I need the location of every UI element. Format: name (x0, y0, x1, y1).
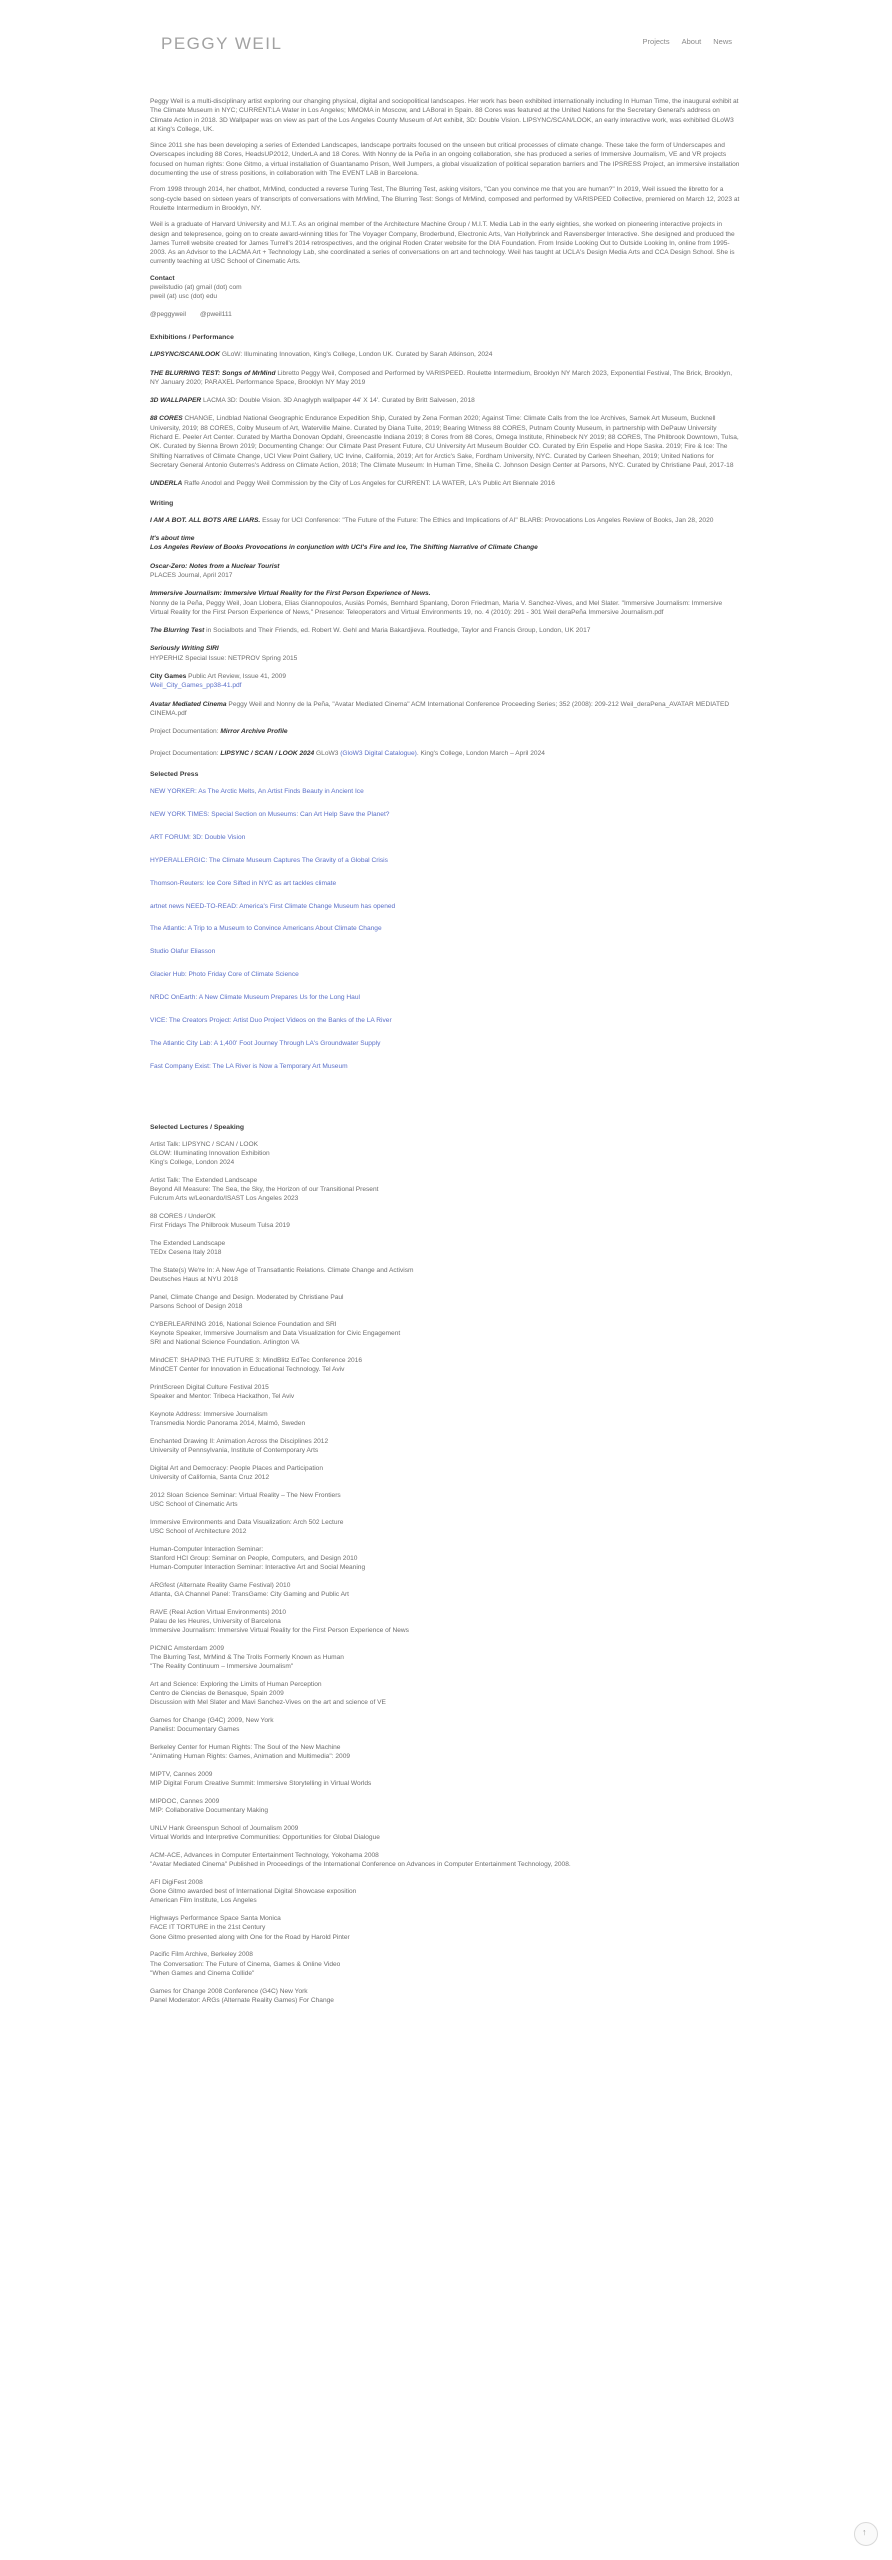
lecture-line: Keynote Speaker, Immersive Journalism and Data Visualization for Civic Engagement (150, 1330, 401, 1338)
lecture-line: Highways Performance Space Santa Monica (150, 1915, 281, 1923)
writing-title[interactable]: Avatar Mediated Cinema (150, 700, 227, 708)
lecture-line: TEDx Cesena Italy 2018 (150, 1249, 222, 1257)
social-link[interactable]: @peggyweil (150, 310, 187, 318)
lecture-line: Immersive Journalism: Immersive Virtual Reality for the First Person Experience of News (150, 1627, 409, 1635)
lecture-line: USC School of Cinematic Arts (150, 1501, 238, 1509)
lecture-line: Transmedia Nordic Panorama 2014, Malmö, Sweden (150, 1420, 306, 1428)
project-doc-details: GLoW3 (314, 749, 341, 757)
lecture-line: SRI and National Science Foundation. Arlington VA (150, 1339, 300, 1347)
lecture-line: "Animating Human Rights: Games, Animation and Multimedia": 2009 (150, 1753, 351, 1761)
lecture-line: Artist Talk: The Extended Landscape (150, 1177, 258, 1185)
lecture-line: AFI DigiFest 2008 (150, 1879, 203, 1887)
lecture-line: Atlanta, GA Channel Panel: TransGame: City Gaming and Public Art (150, 1591, 350, 1599)
lecture-line: First Fridays The Philbrook Museum Tulsa 2019 (150, 1222, 290, 1230)
writing-title[interactable]: Immersive Journalism: Immersive Virtual Reality for the First Person Experience of News. (150, 590, 431, 598)
project-doc-title[interactable]: Mirror Archive Profile (220, 728, 288, 736)
project-doc-label: Project Documentation: (150, 749, 221, 757)
lecture-entry (150, 1581, 740, 1599)
lecture-line: ARGfest (Alternate Reality Game Festival) 2010 (150, 1582, 291, 1590)
writing-details: Public Art Review, Issue 41, 2009 (186, 673, 286, 681)
social-link[interactable]: @pweil111 (200, 310, 232, 318)
section-heading-exhibitions: Exhibitions / Performance (150, 333, 234, 341)
exhibition-details: LACMA 3D: Double Vision. 3D Anaglyph wallpaper 44' X 14'. Curated by Britt Salvesen, 2018 (201, 397, 475, 405)
writing-entry (150, 644, 740, 663)
exhibition-title: THE BLURRING TEST: Songs of MrMind (150, 369, 276, 377)
lecture-line: Beyond All Measure: The Sea, the Sky, the Horizon of our Transitional Present (150, 1186, 379, 1194)
lecture-entry (150, 1383, 740, 1401)
lecture-line: Deutsches Haus at NYU 2018 (150, 1276, 238, 1284)
lecture-line: Panelist: Documentary Games (150, 1726, 240, 1734)
writing-details: in Socialbots and Their Friends, ed. Robert W. Gehl and Maria Bakardjieva. Routledge, Taylor and Francis Group, London, UK 2017 (204, 627, 591, 635)
lecture-line: University of Pennsylvania, Institute of Contemporary Arts (150, 1447, 319, 1455)
lecture-line: MindCET: SHAPING THE FUTURE 3: MindBlitz EdTec Conference 2016 (150, 1357, 363, 1365)
press-link[interactable]: artnet news NEED-TO-READ: America's First Climate Change Museum has opened (150, 902, 396, 910)
lecture-line: MIPTV, Cannes 2009 (150, 1771, 213, 1779)
writing-title[interactable]: Seriously Writing SIRI (150, 645, 219, 653)
lecture-line: Human-Computer Interaction Seminar: (150, 1546, 264, 1554)
exhibition-title: UNDERLA (150, 480, 183, 488)
press-link[interactable]: Studio Olafur Eliasson (150, 948, 216, 956)
exhibition-details: Raffe Anodol and Peggy Weil Commission by the City of Los Angeles for CURRENT: LA WATER, LA's Public Art Biennale 2016 (182, 480, 555, 488)
lecture-line: Virtual Worlds and Interpretive Communities: Opportunities for Global Dialogue (150, 1834, 380, 1842)
lecture-line: "The Reality Continuum – Immersive Journalism" (150, 1663, 294, 1671)
project-doc-entry (150, 727, 740, 736)
contact-email: pweil (at) usc (dot) edu (150, 293, 218, 301)
lecture-line: American Film Institute, Los Angeles (150, 1897, 257, 1905)
lecture-line: PrintScreen Digital Culture Festival 2015 (150, 1384, 269, 1392)
lecture-line: FACE IT TORTURE in the 21st Century (150, 1924, 266, 1932)
writing-entry (150, 626, 740, 635)
exhibition-entry (150, 369, 740, 388)
lecture-line: Digital Art and Democracy: People Places and Participation (150, 1465, 323, 1473)
arrow-up-icon: ↑ (862, 2527, 867, 2537)
project-documentation (150, 727, 740, 758)
lecture-line: ACM-ACE, Advances in Computer Entertainment Technology, Yokohama 2008 (150, 1852, 379, 1860)
exhibition-entry (150, 479, 740, 488)
bio-paragraph: Weil is a graduate of Harvard University and M.I.T. As an original member of the Architecture Machine Group / M.I.T. Media Lab in the early eighties, she worked on pioneering interactive projects in design and telepresence, going on to create award-winning titles for The Voyager Company, Broderbund, Electronic Arts, Van Hollybrinck and Ravensberger Interactive. She designed and produced the James Turrell website created for James Turrell's 2014 retrospectives, and the original Roden Crater website for the DIA Foundation. From Inside Looking Out to Outside Looking In, online from 1995-2003. As an Advisor to the LACMA Art + Technology Lab, she coordinated a series of conversations on art and technology. Weil has taught at UCLA's Design Media Arts and CCA Design School. She is currently teaching at USC School of Cinematic Arts. (150, 221, 735, 266)
site-header (0, 0, 892, 80)
press-link[interactable]: VICE: The Creators Project: Artist Duo Project Videos on the Banks of the LA River (150, 1017, 392, 1025)
exhibition-title: LIPSYNC/SCAN/LOOK (150, 351, 220, 359)
lecture-line: The Blurring Test, MrMind & The Trolls Formerly Known as Human (150, 1654, 344, 1662)
section-heading-writing: Writing (150, 499, 174, 507)
lecture-line: Centro de Ciencias de Benasque, Spain 2009 (150, 1690, 284, 1698)
lecture-entry (150, 1770, 740, 1788)
press-link[interactable]: The Atlantic: A Trip to a Museum to Convince Americans About Climate Change (150, 925, 382, 933)
lecture-entry (150, 1320, 740, 1347)
lecture-entry (150, 1140, 740, 1167)
press-link[interactable]: Thomson-Reuters: Ice Core Sifted in NYC as art tackles climate (150, 879, 337, 887)
lecture-line: GLOW: Illuminating Innovation Exhibition (150, 1150, 270, 1158)
press-link[interactable]: Fast Company Exist: The LA River is Now a Temporary Art Museum (150, 1062, 348, 1070)
lecture-entry (150, 1987, 740, 2005)
lecture-line: Discussion with Mel Slater and Mavi Sanchez-Vives on the art and science of VE (150, 1699, 386, 1707)
lecture-entry (150, 1176, 740, 1203)
lecture-line: Artist Talk: LIPSYNC / SCAN / LOOK (150, 1141, 258, 1149)
press-link[interactable]: Glacier Hub: Photo Friday Core of Climate Science (150, 971, 299, 979)
press-link[interactable]: HYPERALLERGIC: The Climate Museum Captures The Gravity of a Global Crisis (150, 856, 388, 864)
writing-title[interactable]: It's about time (150, 535, 195, 543)
lecture-entry (150, 1437, 740, 1455)
project-doc-title[interactable]: LIPSYNC / SCAN / LOOK 2024 (220, 749, 315, 757)
writing-entry (150, 516, 740, 525)
lecture-line: The Extended Landscape (150, 1240, 226, 1248)
lecture-line: Panel Moderator: ARGs (Alternate Reality Games) For Change (150, 1996, 334, 2004)
lecture-entry (150, 1239, 740, 1257)
exhibitions-list (150, 350, 740, 488)
lecture-entry (150, 1464, 740, 1482)
exhibition-details: GLoW: Illuminating Innovation, King's College, London UK. Curated by Sarah Atkinson, 2024 (219, 351, 493, 359)
lecture-entry (150, 1824, 740, 1842)
lecture-list (150, 1140, 740, 2005)
lecture-entry (150, 1743, 740, 1761)
lecture-line: USC School of Architecture 2012 (150, 1528, 247, 1536)
scroll-top-button[interactable] (854, 2522, 878, 2546)
contact-label: Contact (150, 274, 175, 282)
lecture-line: Human-Computer Interaction Seminar: Interactive Art and Social Meaning (150, 1564, 366, 1572)
lecture-line: Art and Science: Exploring the Limits of Human Perception (150, 1681, 322, 1689)
lecture-entry (150, 1410, 740, 1428)
lecture-entry (150, 1950, 740, 1977)
lecture-entry (150, 1914, 740, 1941)
section-heading-lectures: Selected Lectures / Speaking (150, 1123, 245, 1131)
lecture-line: Gone Gitmo awarded best of International Digital Showcase exposition (150, 1888, 357, 1896)
writing-entry (150, 534, 740, 553)
lecture-line: Palau de les Heures, University of Barcelona (150, 1618, 281, 1626)
press-link[interactable]: NRDC OnEarth: A New Climate Museum Prepares Us for the Long Haul (150, 994, 360, 1002)
bio-paragraph: From 1998 through 2014, her chatbot, MrMind, conducted a reverse Turing Test, The Blurring Test, asking visitors, "Can you convince me that you are human?" In 2019, Weil issued the libretto for a song-cycle based on sixteen years of transcripts of conversations with MrMind, The Blurring Test: Songs of MrMind, composed and performed by VARISPEED Collective, premiered on March 12, 2023 at Roulette Intermedium in Brooklyn, NY. (150, 186, 740, 212)
lecture-line: Speaker and Mentor: Tribeca Hackathon, Tel Aviv (150, 1393, 295, 1401)
lecture-line: King's College, London 2024 (150, 1159, 235, 1167)
press-link[interactable]: The Atlantic City Lab: A 1,400' Foot Journey Through LA's Groundwater Supply (150, 1039, 381, 1047)
project-doc-entry (150, 749, 740, 758)
exhibition-details: CHANGE, Lindblad National Geographic Endurance Expedition Ship, Curated by Zena Forman 2020; Against Time: Climate Calls from the Ice Archives, Samek Art Museum, Bucknell University, 2019; 88 CORES, Colby Museum of Art, Waterville Maine. Curated by Diana Tuite, 2019; Bearing Witness 88 CORES, Putnam County Museum, in partnership with DePauw University Richard E. Peeler Art Center. Curated by Martha Donovan Opdahl, Greencastle Indiana 2019; 8 Cores from 88 Cores, Omega Institute, Rhinebeck NY 2019; 88 CORES, The Philbrook Downtown, Tulsa, OK. Curated by Sienna Brown 2019; Documenting Change: Our Climate Past Present Future, CU University Art Museum Boulder CO. Curated by Erin Espelie and Hope Saska. 2019; Fire & Ice: The Shifting Narratives of Climate Change, UCI View Point Gallery, UC Irvine, California, 2019; Art for Arctic's Sake, Fordham University, NYC. Curated by Carleen Sheehan, 2019; United Nations for Secretary General Antonio Guterres's Address on Climate Action, 2018; The Climate Museum: In Human Time, Sheila C. Johnson Design Center at Parsons, NYC. Curated by Christiane Paul, 2017-18 (150, 415, 739, 469)
lecture-line: UNLV Hank Greenspun School of Journalism 2009 (150, 1825, 299, 1833)
nav-about[interactable]: About (681, 37, 702, 46)
writing-source: Los Angeles Review of Books Provocations in conjunction with UCI's Fire and Ice, The Shifting Narrative of Climate Change (150, 544, 538, 552)
lecture-line: PICNIC Amsterdam 2009 (150, 1645, 225, 1653)
lecture-line: 88 CORES / UnderOK (150, 1213, 216, 1221)
exhibition-entry (150, 350, 740, 359)
lecture-line: CYBERLEARNING 2016, National Science Foundation and SRI (150, 1321, 337, 1329)
contact-email: pweilstudio (at) gmail (dot) com (150, 284, 242, 292)
bio-paragraph: Peggy Weil is a multi-disciplinary artist exploring our changing physical, digital and sociopolitical landscapes. Her work has been exhibited internationally including In Human Time, the inaugural exhibit at The Climate Museum in NYC; CURRENT:LA Water in Los Angeles; MMOMA in Moscow, and LABoral in Spain. 88 Cores was featured at the United Nations for the Secretary General's address on Climate Action in 2018. 3D Wallpaper was on view as part of the Los Angeles County Museum of Art exhibit, 3D: Double Vision. LIPSYNC/SCAN/LOOK, an early interactive work, was exhibited GLoW3 at King's College, UK. (150, 98, 739, 133)
bio (150, 97, 740, 267)
lecture-line: "When Games and Cinema Collide" (150, 1969, 255, 1977)
lecture-line: Parsons School of Design 2018 (150, 1303, 243, 1311)
project-doc-label: Project Documentation: (150, 728, 221, 736)
catalogue-link[interactable]: (GloW3 Digital Catalogue) (340, 749, 417, 757)
writing-source: HYPERHIZ Special Issue: NETPROV Spring 2015 (150, 654, 298, 662)
lecture-line: RAVE (Real Action Virtual Environments) 2010 (150, 1609, 287, 1617)
press-link[interactable]: ART FORUM: 3D: Double Vision (150, 833, 246, 841)
nav-news[interactable]: News (713, 37, 732, 46)
lecture-line: MIP Digital Forum Creative Summit: Immersive Storytelling in Virtual Worlds (150, 1780, 372, 1788)
lecture-line: Enchanted Drawing II: Animation Across the Disciplines 2012 (150, 1438, 329, 1446)
lecture-line: Fulcrum Arts w/Leonardo/ISAST Los Angeles 2023 (150, 1195, 299, 1203)
lecture-entry (150, 1680, 740, 1707)
lecture-entry (150, 1518, 740, 1536)
lecture-entry (150, 1644, 740, 1671)
lecture-line: The State(s) We're In: A New Age of Transatlantic Relations. Climate Change and Activism (150, 1267, 414, 1275)
writing-details: Peggy Weil and Nonny de la Peña, "Avatar Mediated Cinema" ACM International Conference Proceeding Series; 352 (2008): 209-212 Weil_deraPena_AVATAR MEDIATED CINEMA.pdf (150, 700, 730, 717)
exhibition-entry (150, 414, 740, 470)
lecture-line: Games for Change 2008 Conference (G4C) New York (150, 1987, 308, 1995)
section-heading-press: Selected Press (150, 770, 199, 778)
exhibition-details: Libretto Peggy Weil, Composed and Performed by VARISPEED. Roulette Intermedium, Brooklyn NY March 2023, Exponential Festival, The Brick, Brooklyn, NY January 2020; PARAXEL Performance Space, Brooklyn NY May 2019 (150, 369, 733, 386)
writing-title[interactable]: Oscar-Zero: Notes from a Nuclear Tourist (150, 562, 280, 570)
lecture-line: Panel, Climate Change and Design. Moderated by Christiane Paul (150, 1294, 344, 1302)
lecture-entry (150, 1608, 740, 1635)
lecture-entry (150, 1851, 740, 1869)
project-doc-details: . King's College, London March – April 2024 (416, 749, 545, 757)
exhibition-title: 88 CORES (150, 415, 183, 423)
lecture-entry (150, 1212, 740, 1230)
lecture-entry (150, 1491, 740, 1509)
writing-entry (150, 589, 740, 617)
writing-entry (150, 672, 740, 691)
social-links (150, 310, 740, 319)
lecture-entry (150, 1356, 740, 1374)
writing-source: PLACES Journal, April 2017 (150, 571, 233, 579)
writing-entry (150, 700, 740, 719)
writing-details: Essay for UCI Conference: "The Future of the Future: The Ethics and Implications of AI" BLARB: Provocations Los Angeles Review of Books, Jan 28, 2020 (260, 516, 714, 524)
nav-projects[interactable]: Projects (642, 37, 670, 46)
site-title[interactable]: PEGGY WEIL (161, 34, 283, 53)
about-content (150, 97, 740, 2014)
lecture-entry (150, 1716, 740, 1734)
exhibition-entry (150, 396, 740, 405)
writing-title[interactable]: City Games (150, 673, 187, 681)
lecture-entry (150, 1293, 740, 1311)
writing-entry (150, 562, 740, 581)
bio-paragraph: Since 2011 she has been developing a series of Extended Landscapes, landscape portraits focused on the unseen but critical processes of climate change. These take the form of Underscapes and Overscapes including 88 Cores, HeadsUP2012, UnderLA and 18 Cores. With Nonny de la Peña in an ongoing collaboration, she has produced a series of Immersive Journalism, VE and VR projects focused on human rights: Gone Gitmo, a virtual installation of Guantanamo Prison, Well Jumpers, a global visualization of political separation barriers and The IPSRESS Project, an immersive installation documenting the use of stress positions, in collaboration with The EVENT LAB in Barcelona. (150, 142, 740, 178)
main-nav (643, 37, 732, 46)
lecture-line: 2012 Sloan Science Seminar: Virtual Reality – The New Frontiers (150, 1492, 341, 1500)
writing-source: Nonny de la Peña, Peggy Weil, Joan Llobera, Elias Giannopoulos, Ausiàs Pomés, Bernhard Spanlang, Doron Friedman, Maria V. Sanchez-Vives, and Mel Slater. "Immersive Journalism: Immersive Virtual Reality for the First Person Experience of News," Presence: Teleoperators and Virtual Environments 19, no. 4 (2010): 291 - 301 Weil deraPeña Immersive Journalism.pdf (150, 599, 723, 616)
press-link[interactable]: NEW YORKER: As The Arctic Melts, An Artist Finds Beauty in Ancient Ice (150, 788, 364, 796)
lecture-line: MIP: Collaborative Documentary Making (150, 1807, 269, 1815)
writing-list (150, 516, 740, 718)
press-list (150, 787, 740, 1071)
lecture-line: Gone Gitmo presented along with One for the Road by Harold Pinter (150, 1933, 350, 1941)
writing-title[interactable]: The Blurring Test (150, 627, 205, 635)
contact-block (150, 274, 740, 302)
exhibition-title: 3D WALLPAPER (150, 397, 202, 405)
lecture-line: Games for Change (G4C) 2009, New York (150, 1717, 274, 1725)
lecture-line: Keynote Address: Immersive Journalism (150, 1411, 268, 1419)
lecture-entry (150, 1878, 740, 1905)
lecture-line: MIPDOC, Cannes 2009 (150, 1798, 220, 1806)
lecture-line: Berkeley Center for Human Rights: The Soul of the New Machine (150, 1744, 341, 1752)
lecture-entry (150, 1266, 740, 1284)
lecture-line: Pacific Film Archive, Berkeley 2008 (150, 1951, 253, 1959)
lecture-line: Stanford HCI Group: Seminar on People, Computers, and Design 2010 (150, 1555, 358, 1563)
writing-title[interactable]: I AM A BOT. ALL BOTS ARE LIARS. (150, 516, 261, 524)
lecture-entry (150, 1797, 740, 1815)
pdf-link[interactable]: Weil_City_Games_pp38-41.pdf (150, 682, 242, 690)
press-link[interactable]: NEW YORK TIMES: Special Section on Museums: Can Art Help Save the Planet? (150, 811, 390, 819)
lecture-entry (150, 1545, 740, 1572)
lecture-line: "Avatar Mediated Cinema" Published in Proceedings of the International Conference on Advances in Computer Entertainment Technology, 2008. (150, 1861, 571, 1869)
lecture-line: The Conversation: The Future of Cinema, Games & Online Video (150, 1960, 341, 1968)
lecture-line: MindCET Center for Innovation in Educational Technology. Tel Aviv (150, 1366, 345, 1374)
lecture-line: Immersive Environments and Data Visualization: Arch 502 Lecture (150, 1519, 344, 1527)
lecture-line: University of California, Santa Cruz 2012 (150, 1474, 270, 1482)
